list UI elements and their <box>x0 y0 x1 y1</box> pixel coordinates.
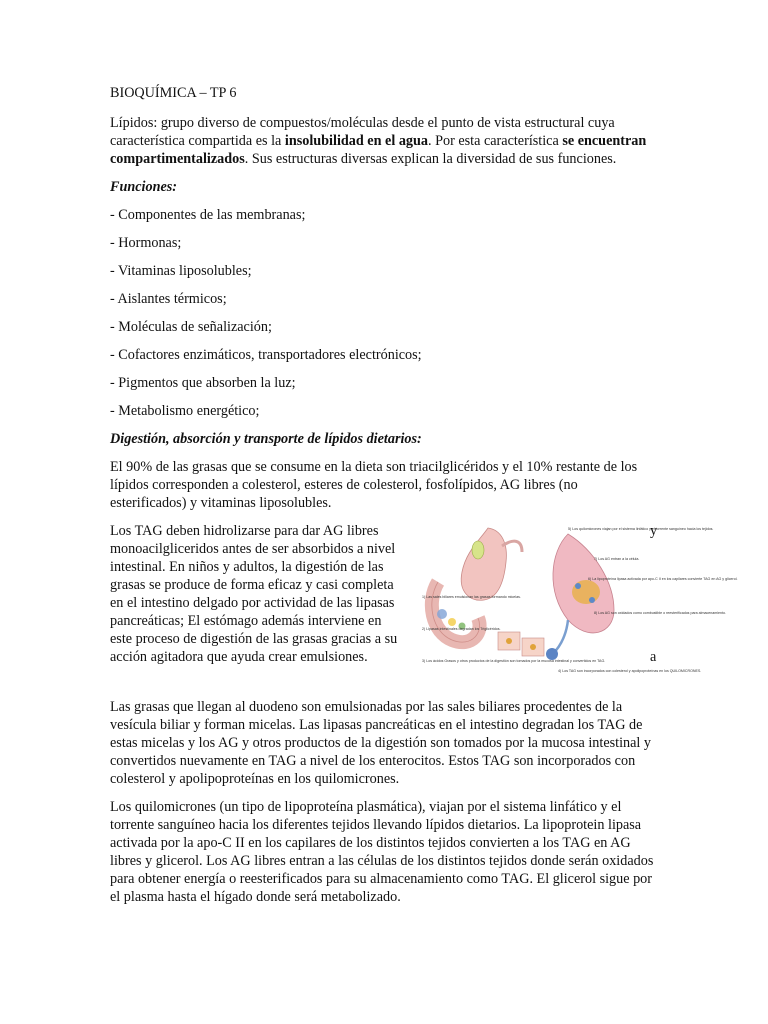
figure-caption: 5) Los quilomicrones viajan por el sistema linfático y el torrente sanguíneo hacia los tejidos. <box>568 527 714 531</box>
intro-text-3: . Sus estructuras diversas explican la diversidad de sus funciones. <box>244 151 617 167</box>
function-item: - Aislantes térmicos; <box>110 291 227 307</box>
digestion-heading: Digestión, absorción y transporte de lípidos dietarios: <box>110 431 422 447</box>
intro-paragraph <box>110 114 656 168</box>
figure-caption: 6) La lipoproteína lipasa activada por apo-C II en los capilares convierte TAG en AG y glicerol. <box>588 577 738 581</box>
justify-fragment-a: a <box>650 649 657 665</box>
paragraph-tag-hydrolysis: Los TAG deben hidrolizarse para dar AG libres monoacilgliceridos antes de ser absorbidos a nivel intestinal. En niños y adultos, la digestión de las grasas se produce de forma eficaz y casi completa en el intestino delgado por actividad de las lipasas pancreáticas; El estómago además interviene en este proceso de digestión de las grasas gracias a su acción agitadora que ayuda crear emulsiones. <box>110 523 398 665</box>
paragraph-duodenum: Las grasas que llegan al duodeno son emulsionadas por las sales biliares procedentes de la vesícula biliar y forman micelas. Las lipasas pancreáticas en el intestino degradan los TAG de estas micelas y los AG y otros productos de la digestión son tomados por la mucosa intestinal y convertidos nuevamente en TAG a nivel de los enterocitos. Estos TAG son incorporados con colesterol y apolipoproteínas en los quilomicrones. <box>110 699 652 787</box>
figure-caption: 3) Los ácidos Grasos y otros productos de la digestión son tomados por la mucosa intestinal y convertidos en TAG. <box>422 659 606 663</box>
tag-paragraph-with-figure <box>110 522 738 686</box>
document-title: BIOQUÍMICA – TP 6 <box>110 85 237 101</box>
function-item: - Cofactores enzimáticos, transportadores electrónicos; <box>110 347 422 363</box>
figure-caption: 7) Los AG entran a la célula. <box>594 557 640 561</box>
figure-caption: 8) Los AG son oxidados como combustible o reesterificados para almacenamiento. <box>594 611 727 615</box>
document-body <box>110 84 738 916</box>
function-item: - Componentes de las membranas; <box>110 207 306 223</box>
functions-heading: Funciones: <box>110 179 178 195</box>
justify-fragment-y: y <box>650 523 658 539</box>
intro-bold-1: insolubilidad en el agua <box>284 133 428 149</box>
function-item: - Moléculas de señalización; <box>110 319 272 335</box>
paragraph-chylomicrons: Los quilomicrones (un tipo de lipoproteína plasmática), viajan por el sistema linfático y el torrente sanguíneo hacia los diferentes tejidos llevando lípidos dietarios. La lipoprotein lipasa activada por la apo-C II en los capilares de los distintos tejidos convierten a los TAG en AG libres y glicerol. Los AG libres entran a las células de los distintos tejidos donde serán oxidados para obtener energía o reesterificados para su almacenamiento como TAG. El glicerol sigue por el plasma hasta el hígado donde será metabolizado. <box>110 799 654 905</box>
paragraph-dietary-fats: El 90% de las grasas que se consume en la dieta son triacilglicéridos y el 10% restante de los lípidos corresponden a colesterol, esteres de colesterol, fosfolípidos, AG libres (no esterificados) y vitaminas liposolubles. <box>110 459 638 511</box>
function-item: - Metabolismo energético; <box>110 403 260 419</box>
lipid-digestion-figure <box>418 522 738 682</box>
function-item: - Hormonas; <box>110 235 182 251</box>
function-item: - Vitaminas liposolubles; <box>110 263 252 279</box>
function-item: - Pigmentos que absorben la luz; <box>110 375 296 391</box>
intro-text-1: Lípidos: grupo diverso de compuestos/moléculas desde el punto de vista estructural cuya característica compartida es la <box>110 115 615 149</box>
intro-bold-2: se encuentran compartimentalizados <box>110 133 647 167</box>
figure-caption: 4) Los TAG son incorporados con colesterol y apolipoproteínas en los QUILOMICRONES. <box>558 669 702 673</box>
intro-text-2: . Por esta característica <box>428 133 563 149</box>
figure-caption: 1) Las sales biliares emulsionan las grasas formando micelas. <box>422 595 521 599</box>
figure-caption: 2) Lipasas intestinales degradan los Triglicéridos. <box>422 627 501 631</box>
